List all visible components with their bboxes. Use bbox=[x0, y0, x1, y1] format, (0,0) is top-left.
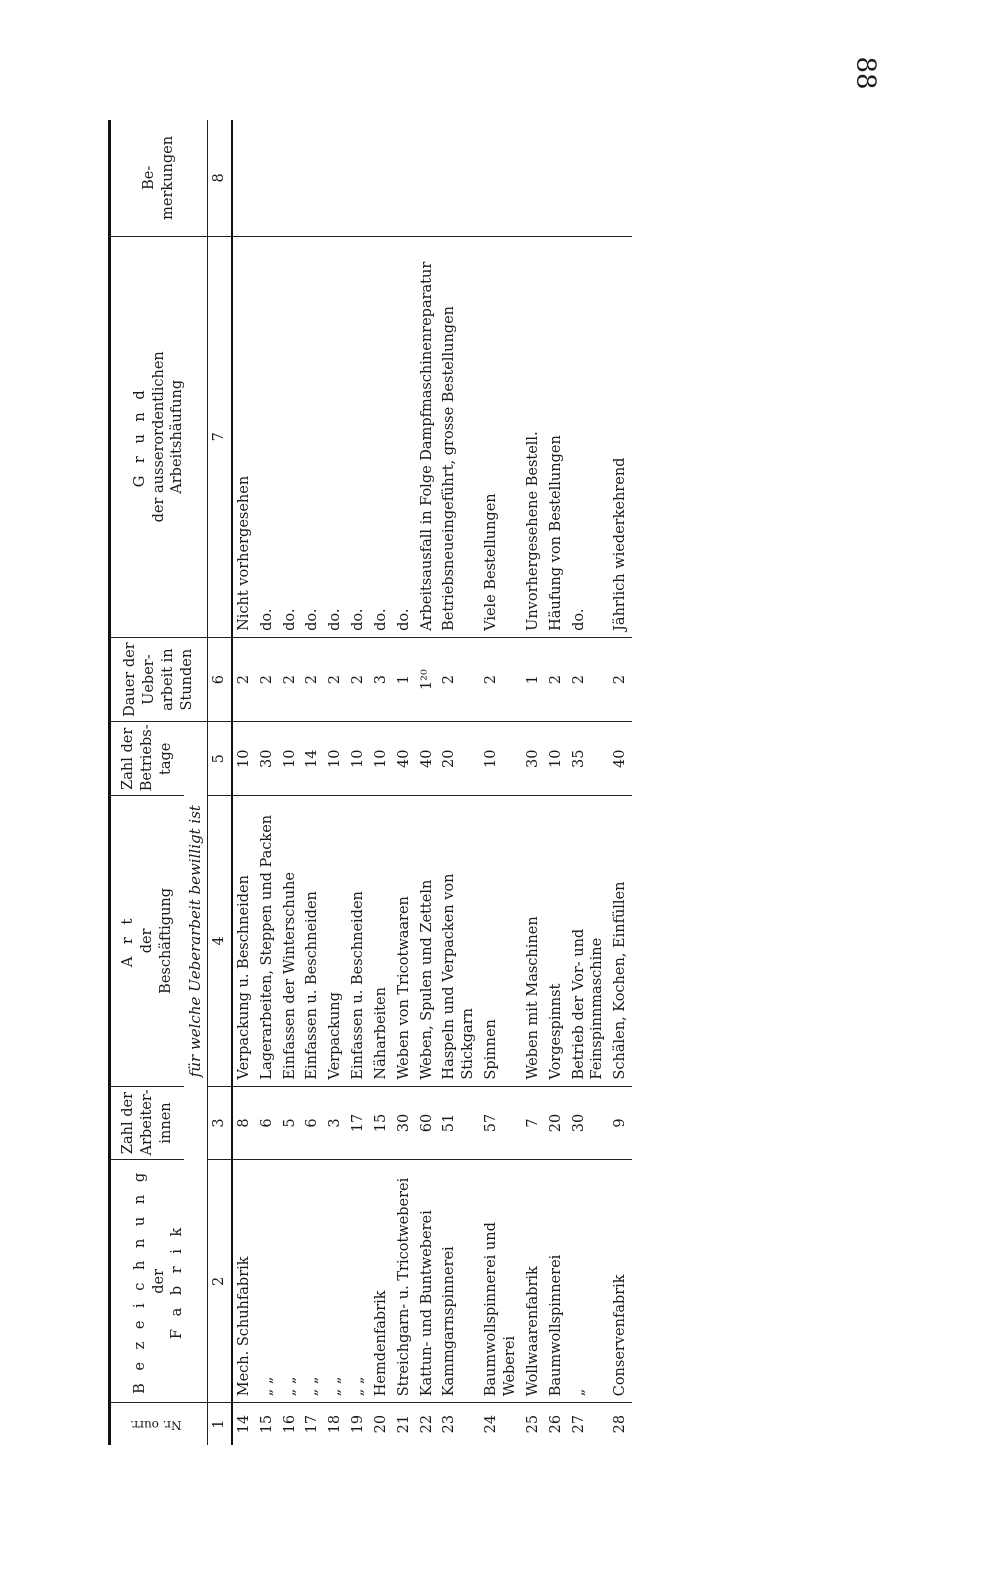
cell-nr: 20 bbox=[372, 1414, 389, 1434]
cell-arbeiterinnen: 8 bbox=[232, 1086, 256, 1160]
cell-grund: do. bbox=[324, 236, 347, 637]
cell-stunden: 2 bbox=[568, 637, 610, 721]
cell-stunden: 2 bbox=[232, 637, 256, 721]
cell-tage: 40 bbox=[393, 722, 416, 796]
cell-tage: 10 bbox=[370, 722, 393, 796]
cell-arbeiterinnen: 3 bbox=[324, 1086, 347, 1160]
header-arbeiterinnen: Zahl der Arbeiter- innen bbox=[110, 1086, 184, 1160]
cell-nr: 14 bbox=[235, 1414, 252, 1434]
cell-grund: Häufung von Bestellungen bbox=[545, 236, 568, 637]
cell-tage: 20 bbox=[438, 722, 480, 796]
column-number-row bbox=[208, 120, 232, 1445]
cell-art: Haspeln und Verpacken von Stickgarn bbox=[438, 796, 480, 1086]
cell-bemerkungen bbox=[609, 120, 632, 236]
cell-nr: 19 bbox=[350, 1414, 367, 1434]
cell-bemerkungen bbox=[232, 120, 256, 236]
cell-arbeiterinnen: 51 bbox=[438, 1086, 480, 1160]
cell-arbeiterinnen: 30 bbox=[568, 1086, 610, 1160]
cell-tage: 40 bbox=[416, 722, 439, 796]
cell-bemerkungen bbox=[416, 120, 439, 236]
cell-stunden: 2 bbox=[301, 637, 324, 721]
cell-stunden: 2 bbox=[279, 637, 302, 721]
cell-fabrik: „ „ bbox=[324, 1160, 347, 1403]
cell-tage: 30 bbox=[522, 722, 545, 796]
table-body bbox=[232, 120, 632, 1445]
header-stunden: Dauer der Ueber- arbeit in Stunden bbox=[110, 637, 208, 721]
cell-fabrik: Hemdenfabrik bbox=[370, 1160, 393, 1403]
cell-arbeiterinnen: 17 bbox=[347, 1086, 370, 1160]
cell-bemerkungen bbox=[545, 120, 568, 236]
header-grund: G r u n d der ausserordentlichen Arbeitshäufung bbox=[110, 236, 208, 637]
cell-art: Lagerarbeiten, Steppen und Packen bbox=[256, 796, 279, 1086]
cell-tage: 40 bbox=[609, 722, 632, 796]
cell-fabrik: Baumwollspinnerei bbox=[545, 1160, 568, 1403]
cell-nr: 17 bbox=[304, 1414, 321, 1434]
colnum-2: 2 bbox=[208, 1160, 232, 1403]
cell-tage: 10 bbox=[545, 722, 568, 796]
table-row bbox=[301, 120, 324, 1445]
table-row bbox=[416, 120, 439, 1445]
cell-nr: 28 bbox=[612, 1414, 629, 1434]
cell-bemerkungen bbox=[347, 120, 370, 236]
cell-grund: do. bbox=[393, 236, 416, 637]
cell-art: Verpackung u. Beschneiden bbox=[232, 796, 256, 1086]
cell-stunden: 3 bbox=[370, 637, 393, 721]
cell-stunden: 2 bbox=[438, 637, 480, 721]
table-row bbox=[279, 120, 302, 1445]
cell-stunden: 2 bbox=[545, 637, 568, 721]
cell-fabrik: Kammgarnspinnerei bbox=[438, 1160, 480, 1403]
cell-fabrik: „ „ bbox=[279, 1160, 302, 1403]
cell-fabrik: „ „ bbox=[301, 1160, 324, 1403]
cell-arbeiterinnen: 6 bbox=[256, 1086, 279, 1160]
cell-arbeiterinnen: 60 bbox=[416, 1086, 439, 1160]
cell-arbeiterinnen: 7 bbox=[522, 1086, 545, 1160]
table-row bbox=[609, 120, 632, 1445]
cell-nr: 24 bbox=[483, 1414, 500, 1434]
cell-bemerkungen bbox=[393, 120, 416, 236]
cell-arbeiterinnen: 30 bbox=[393, 1086, 416, 1160]
cell-fabrik: Mech. Schuhfabrik bbox=[232, 1160, 256, 1403]
table-row bbox=[324, 120, 347, 1445]
cell-arbeiterinnen: 5 bbox=[279, 1086, 302, 1160]
colnum-5: 5 bbox=[208, 722, 232, 796]
header-span-note: für welche Ueberarbeit bewilligt ist bbox=[185, 805, 204, 1078]
cell-grund: do. bbox=[370, 236, 393, 637]
cell-bemerkungen bbox=[370, 120, 393, 236]
cell-fabrik: Conservenfabrik bbox=[609, 1160, 632, 1403]
header-fabrik: B e z e i c h n u n g der F a b r i k bbox=[110, 1160, 208, 1403]
cell-stunden: 1 bbox=[393, 637, 416, 721]
cell-fabrik: Wollwaarenfabrik bbox=[522, 1160, 545, 1403]
cell-tage: 10 bbox=[480, 722, 522, 796]
cell-grund: Unvorhergesehene Bestell. bbox=[522, 236, 545, 637]
table-row bbox=[568, 120, 610, 1445]
cell-bemerkungen bbox=[256, 120, 279, 236]
cell-stunden: 1²⁰ bbox=[416, 637, 439, 721]
cell-fabrik: „ „ bbox=[256, 1160, 279, 1403]
cell-tage: 10 bbox=[347, 722, 370, 796]
cell-nr: 27 bbox=[570, 1414, 587, 1434]
cell-arbeiterinnen: 9 bbox=[609, 1086, 632, 1160]
cell-tage: 10 bbox=[232, 722, 256, 796]
cell-grund: Nicht vorhergesehen bbox=[232, 236, 256, 637]
cell-fabrik: Baumwollspinnerei und Weberei bbox=[480, 1160, 522, 1403]
table-row bbox=[256, 120, 279, 1445]
cell-tage: 10 bbox=[324, 722, 347, 796]
cell-stunden: 2 bbox=[256, 637, 279, 721]
cell-nr: 25 bbox=[524, 1414, 541, 1434]
header-tage: Zahl der Betriebs- tage bbox=[110, 722, 184, 796]
cell-art: Betrieb der Vor- und Feinspinnmaschine bbox=[568, 796, 610, 1086]
colnum-3: 3 bbox=[208, 1086, 232, 1160]
cell-fabrik: „ bbox=[568, 1160, 610, 1403]
header-nr: Nr. ourr. bbox=[110, 1403, 208, 1445]
header-row bbox=[110, 120, 184, 1445]
cell-bemerkungen bbox=[480, 120, 522, 236]
cell-grund: do. bbox=[568, 236, 610, 637]
header-art: A r t der Beschäftigung bbox=[110, 796, 184, 1086]
cell-art: Spinnen bbox=[480, 796, 522, 1086]
cell-stunden: 2 bbox=[480, 637, 522, 721]
table-row bbox=[370, 120, 393, 1445]
cell-stunden: 2 bbox=[347, 637, 370, 721]
cell-arbeiterinnen: 57 bbox=[480, 1086, 522, 1160]
cell-tage: 35 bbox=[568, 722, 610, 796]
cell-grund: Arbeitsausfall in Folge Dampfmaschinenreparatur bbox=[416, 236, 439, 637]
cell-grund: do. bbox=[279, 236, 302, 637]
cell-art: Weben, Spulen und Zetteln bbox=[416, 796, 439, 1086]
table-sheet bbox=[108, 120, 908, 1445]
cell-arbeiterinnen: 6 bbox=[301, 1086, 324, 1160]
overtime-table bbox=[108, 120, 632, 1445]
cell-art: Einfassen der Winterschuhe bbox=[279, 796, 302, 1086]
cell-nr: 21 bbox=[395, 1414, 412, 1434]
cell-grund: Betriebsneueingeführt, grosse Bestellungen bbox=[438, 236, 480, 637]
cell-art: Weben mit Maschinen bbox=[522, 796, 545, 1086]
cell-art: Näharbeiten bbox=[370, 796, 393, 1086]
cell-stunden: 2 bbox=[609, 637, 632, 721]
cell-tage: 14 bbox=[301, 722, 324, 796]
table-row bbox=[438, 120, 480, 1445]
cell-grund: do. bbox=[256, 236, 279, 637]
table-row bbox=[480, 120, 522, 1445]
cell-tage: 30 bbox=[256, 722, 279, 796]
page-number: 88 bbox=[850, 56, 881, 90]
cell-nr: 23 bbox=[441, 1414, 458, 1434]
cell-tage: 10 bbox=[279, 722, 302, 796]
cell-grund: Viele Bestellungen bbox=[480, 236, 522, 637]
cell-nr: 18 bbox=[327, 1414, 344, 1434]
cell-stunden: 2 bbox=[324, 637, 347, 721]
cell-nr: 26 bbox=[547, 1414, 564, 1434]
colnum-8: 8 bbox=[208, 120, 232, 236]
cell-fabrik: Kattun- und Buntweberei bbox=[416, 1160, 439, 1403]
cell-nr: 22 bbox=[418, 1414, 435, 1434]
table-row bbox=[522, 120, 545, 1445]
cell-art: Vorgespinnst bbox=[545, 796, 568, 1086]
colnum-7: 7 bbox=[208, 236, 232, 637]
cell-grund: do. bbox=[301, 236, 324, 637]
cell-bemerkungen bbox=[301, 120, 324, 236]
cell-bemerkungen bbox=[568, 120, 610, 236]
cell-fabrik: „ „ bbox=[347, 1160, 370, 1403]
table-row bbox=[232, 120, 256, 1445]
table-row bbox=[393, 120, 416, 1445]
header-bemerkungen: Be- merkungen bbox=[110, 120, 208, 236]
cell-nr: 15 bbox=[258, 1414, 275, 1434]
cell-stunden: 1 bbox=[522, 637, 545, 721]
cell-art: Einfassen u. Beschneiden bbox=[301, 796, 324, 1086]
table-row bbox=[347, 120, 370, 1445]
colnum-6: 6 bbox=[208, 637, 232, 721]
cell-fabrik: Streichgarn- u. Tricotweberei bbox=[393, 1160, 416, 1403]
cell-bemerkungen bbox=[324, 120, 347, 236]
cell-grund: do. bbox=[347, 236, 370, 637]
cell-arbeiterinnen: 20 bbox=[545, 1086, 568, 1160]
cell-art: Verpackung bbox=[324, 796, 347, 1086]
cell-bemerkungen bbox=[438, 120, 480, 236]
cell-art: Einfassen u. Beschneiden bbox=[347, 796, 370, 1086]
colnum-1: 1 bbox=[208, 1403, 232, 1445]
colnum-4: 4 bbox=[208, 796, 232, 1086]
cell-arbeiterinnen: 15 bbox=[370, 1086, 393, 1160]
table-row bbox=[545, 120, 568, 1445]
cell-art: Schälen, Kochen, Einfüllen bbox=[609, 796, 632, 1086]
cell-bemerkungen bbox=[522, 120, 545, 236]
cell-nr: 16 bbox=[281, 1414, 298, 1434]
cell-bemerkungen bbox=[279, 120, 302, 236]
cell-art: Weben von Tricotwaaren bbox=[393, 796, 416, 1086]
cell-grund: Jährlich wiederkehrend bbox=[609, 236, 632, 637]
